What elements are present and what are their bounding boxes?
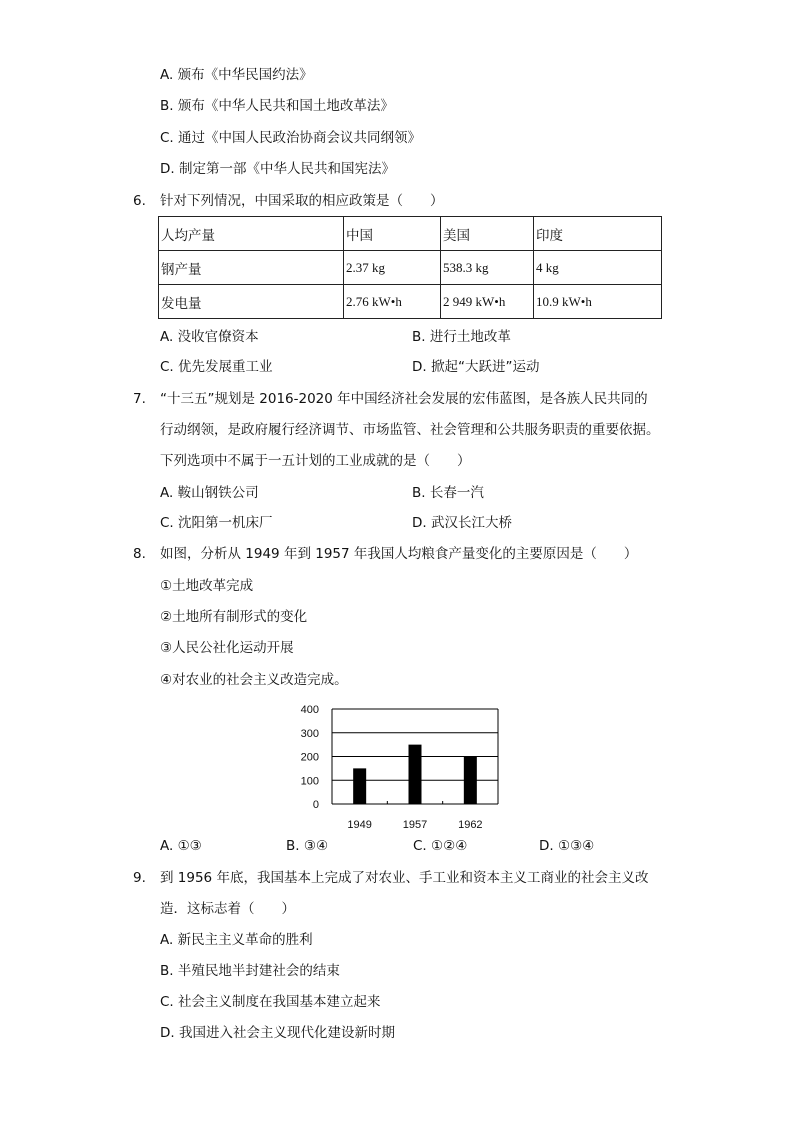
q8-number: 8. — [133, 546, 146, 562]
q8-option-a: A. ①③ — [160, 838, 202, 854]
q6-option-c: C. 优先发展重工业 — [160, 359, 273, 375]
q8-item-1: ①土地改革完成 — [160, 578, 254, 594]
q5-option-b: B. 颁布《中华人民共和国土地改革法》 — [160, 98, 394, 114]
q6-stem: 针对下列情况，中国采取的相应政策是（ ） — [160, 193, 444, 209]
table-header-cell: 中国 — [344, 217, 441, 251]
q9-option-a: A. 新民主主义革命的胜利 — [160, 932, 313, 948]
q8-item-2: ②土地所有制形式的变化 — [160, 609, 308, 625]
table-header-row — [159, 217, 662, 251]
table-header-cell: 印度 — [534, 217, 662, 251]
q8-item-4: ④对农业的社会主义改造完成。 — [160, 672, 348, 688]
q7-stem-line-3: 下列选项中不属于一五计划的工业成就的是（ ） — [160, 453, 471, 469]
x-tick-label: 1949 — [347, 819, 372, 831]
q7-stem-line-1: “十三五”规划是 2016-2020 年中国经济社会发展的宏伟蓝图，是各族人民共同的 — [160, 391, 648, 407]
table-cell: 10.9 kW•h — [534, 285, 662, 319]
q6-option-b: B. 进行土地改革 — [412, 329, 511, 345]
table-cell: 4 kg — [534, 251, 662, 285]
q7-option-a: A. 鞍山钢铁公司 — [160, 485, 259, 501]
q9-option-c: C. 社会主义制度在我国基本建立起来 — [160, 994, 381, 1010]
q9-option-b: B. 半殖民地半封建社会的结束 — [160, 963, 340, 979]
table-row — [159, 285, 662, 319]
table-header-cell: 人均产量 — [159, 217, 344, 251]
q8-option-b: B. ③④ — [286, 838, 329, 854]
q9-stem-line-1: 到 1956 年底，我国基本上完成了对农业、手工业和资本主义工商业的社会主义改 — [160, 870, 649, 886]
y-tick-label: 400 — [300, 704, 319, 716]
table-cell: 钢产量 — [159, 251, 344, 285]
q9-option-d: D. 我国进入社会主义现代化建设新时期 — [160, 1025, 395, 1041]
table-cell: 538.3 kg — [441, 251, 534, 285]
y-tick-label: 100 — [300, 775, 319, 788]
table-header-cell: 美国 — [441, 217, 534, 251]
q9-stem-line-2: 造．这标志着（ ） — [160, 901, 295, 917]
y-tick-label: 0 — [312, 799, 319, 811]
q8-option-d: D. ①③④ — [539, 838, 595, 854]
bar-1949 — [353, 768, 366, 804]
bar-1962 — [464, 757, 477, 805]
q8-item-3: ③人民公社化运动开展 — [160, 640, 294, 656]
q5-option-a: A. 颁布《中华民国约法》 — [160, 67, 313, 83]
y-tick-label: 300 — [300, 727, 319, 740]
q8-stem: 如图，分析从 1949 年到 1957 年我国人均粮食产量变化的主要原因是（ ） — [160, 546, 638, 562]
table-cell: 发电量 — [159, 285, 344, 319]
q7-stem-line-2: 行动纲领，是政府履行经济调节、市场监管、社会管理和公共服务职责的重要依据。 — [160, 422, 660, 438]
q9-number: 9. — [133, 870, 146, 886]
table-row — [159, 251, 662, 285]
q6-data-table — [158, 216, 662, 319]
q6-option-d: D. 掀起“大跃进”运动 — [412, 359, 540, 375]
bar-1957 — [409, 745, 422, 804]
q7-number: 7. — [133, 391, 146, 407]
table-cell: 2.76 kW•h — [344, 285, 441, 319]
q6-option-a: A. 没收官僚资本 — [160, 329, 259, 345]
table-cell: 2.37 kg — [344, 251, 441, 285]
table-cell: 2 949 kW•h — [441, 285, 534, 319]
x-tick-label: 1957 — [402, 819, 428, 831]
x-tick-label: 1962 — [458, 819, 483, 831]
q5-option-c: C. 通过《中国人民政治协商会议共同纲领》 — [160, 130, 422, 146]
q6-number: 6. — [133, 193, 146, 209]
q7-option-c: C. 沈阳第一机床厂 — [160, 515, 273, 531]
y-tick-label: 200 — [300, 751, 319, 764]
q7-option-b: B. 长春一汽 — [412, 485, 484, 501]
q5-option-d: D. 制定第一部《中华人民共和国宪法》 — [160, 161, 395, 177]
q7-option-d: D. 武汉长江大桥 — [412, 515, 512, 531]
q8-option-c: C. ①②④ — [413, 838, 468, 854]
grain-per-capita-chart — [288, 698, 508, 834]
